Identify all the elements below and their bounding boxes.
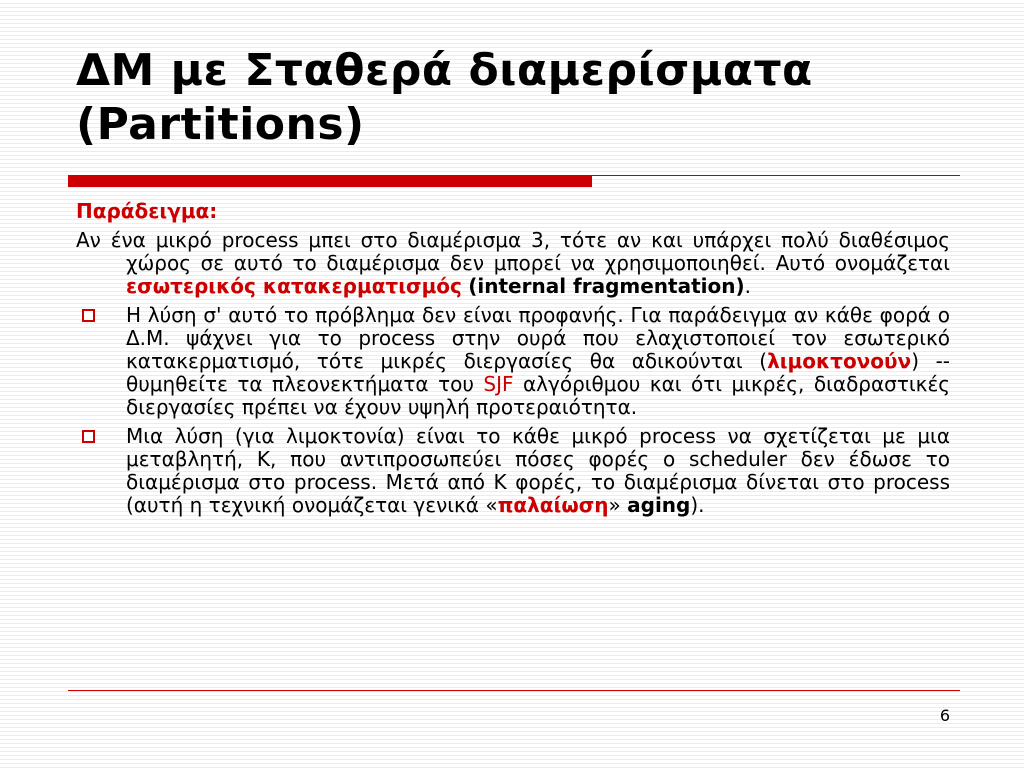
internal-fragmentation-term: εσωτερικός κατακερματισμός (126, 274, 462, 298)
internal-fragmentation-english: (internal fragmentation) (468, 274, 745, 298)
starvation-term: λιμοκτονούν (767, 349, 912, 373)
aging-english-term: aging (627, 493, 691, 517)
example-period: . (744, 274, 751, 298)
title-divider-thin (592, 175, 960, 176)
slide-title (76, 44, 976, 152)
hollow-square-bullet-icon (82, 309, 95, 322)
slide-title-line-1: ΔΜ με Σταθερά διαμερίσματα (76, 45, 813, 96)
sjf-term: SJF (483, 372, 514, 396)
bullet2-text-1: Μια λύση (για λιμοκτονία) είναι το κάθε μικρό process να σχετίζεται με μια μεταβλητή, Κ, που αντιπροσωπεύει πόσες φορές ο scheduler δεν έδωσε το διαμέρισμα στο process. Μετά από Κ φορές, το διαμέρισμα δίνεται στο process (αυτή η τεχνική ονομάζεται γενικά « (126, 424, 950, 517)
bullet1-text-3: αλγόριθμου και ότι μικρές, διαδραστικές διεργασίες πρέπει να έχουν υψηλή προτεραιότητα. (126, 372, 951, 419)
title-divider-thick (68, 175, 592, 187)
bullet2-text-3: ). (690, 493, 705, 517)
title-divider (68, 175, 960, 187)
slide-body (76, 200, 950, 523)
bullet-item-solution-problem (76, 304, 950, 419)
aging-greek-term: παλαίωση (497, 493, 609, 517)
footer-divider (68, 690, 960, 691)
bullet1-text-1: Η λύση σ' αυτό το πρόβλημα δεν είναι προφανής. Για παράδειγμα αν κάθε φορά ο Δ.Μ. ψάχνει για το process στην ουρά που ελαχιστοποιεί τον εσωτερικό κατακερματισμό, τότε μικρές διεργασίες θα αδικούνται ( (126, 303, 950, 373)
bullet1-text-2: ) -- θυμηθείτε τα πλεονεκτήματα του (126, 349, 951, 396)
bullet2-text-2: » (608, 493, 628, 517)
example-paragraph (76, 229, 950, 298)
page-number: 6 (939, 706, 950, 725)
slide-title-line-2: (Partitions) (76, 99, 365, 150)
example-text: Αν ένα μικρό process μπει στο διαμέρισμα 3, τότε αν και υπάρχει πολύ διαθέσιμος χώρος σε αυτό το διαμέρισμα δεν μπορεί να χρησιμοποιηθεί. Αυτό ονομάζεται (76, 228, 950, 275)
bullet-item-aging (76, 425, 950, 517)
hollow-square-bullet-icon (82, 430, 95, 443)
example-heading: Παράδειγμα: (76, 199, 218, 223)
